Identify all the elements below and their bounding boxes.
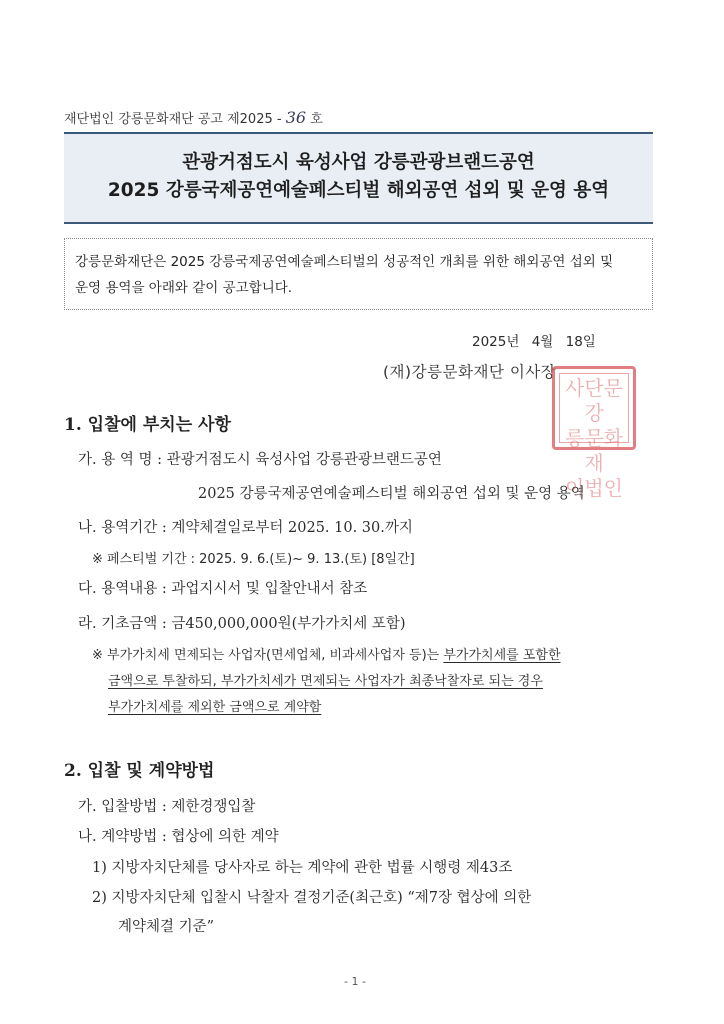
amount-row (78, 612, 406, 633)
legal-basis-item-2-cont: 계약체결 기준” (118, 919, 215, 935)
amount-label: 라. 기초금액 : (78, 616, 167, 632)
period-value: 계약체결일로부터 2025. 10. 30.까지 (171, 520, 413, 536)
period-row (78, 516, 413, 537)
section-2-heading: 2. 입찰 및 계약방법 (64, 761, 215, 781)
bid-method-row (78, 795, 255, 816)
legal-basis-item-1: 1) 지방자치단체를 당사자로 하는 계약에 관한 법률 시행령 제43조 (92, 860, 513, 876)
title-box (64, 132, 653, 224)
intro-line-2: 운영 용역을 아래와 같이 공고합니다. (75, 280, 293, 296)
period-label: 나. 용역기간 : (78, 520, 167, 536)
vat-note-line-2: 금액으로 투찰하되, 부가가치세가 면제되는 사업자가 최종낙찰자로 되는 경우 (108, 674, 543, 689)
section-1-heading: 1. 입찰에 부치는 사항 (64, 415, 231, 435)
contract-method-label: 나. 계약방법 : (78, 829, 167, 845)
seal-row-3: 이법인 (565, 476, 623, 500)
service-name-value: 관광거점도시 육성사업 강릉관광브랜드공연 (166, 452, 442, 468)
notice-prefix: 재단법인 강릉문화재단 공고 제2025 - (64, 112, 282, 127)
vat-note-line-3: 부가가치세를 제외한 금액으로 계약함 (108, 700, 322, 715)
bid-method-value: 제한경쟁입찰 (171, 799, 256, 815)
seal-row-2: 릉문화재 (565, 426, 623, 475)
service-name-line-2: 2025 강릉국제공연예술페스티벌 해외공연 섭외 및 운영 용역 (198, 486, 585, 502)
notice-date: 2025년 4월 18일 (472, 334, 596, 350)
vat-note-line-1 (92, 644, 561, 663)
bid-method-label: 가. 입찰방법 : (78, 799, 167, 815)
official-seal-stamp (552, 366, 636, 500)
contract-method-value: 협상에 의한 계약 (171, 829, 279, 845)
content-label: 다. 용역내용 : (78, 581, 167, 597)
intro-box (64, 238, 653, 310)
intro-line-1: 강릉문화재단은 2025 강릉국제공연예술페스티벌의 성공적인 개최를 위한 해외공연 섭외 및 (75, 254, 614, 270)
festival-period-note: ※ 페스티벌 기간 : 2025. 9. 6.(토)~ 9. 13.(토) [8일간] (92, 552, 415, 567)
vat-note-underlined: 부가가치세를 포함한 (443, 648, 561, 663)
title-line-2: 2025 강릉국제공연예술페스티벌 해외공연 섭외 및 운영 용역 (107, 180, 610, 201)
service-name-label: 가. 용 역 명 : (78, 452, 162, 468)
seal-row-1: 사단문강 (565, 376, 623, 425)
notice-handwritten-number: 36 (285, 108, 307, 127)
issuer-name: (재)강릉문화재단 이사장 (383, 363, 557, 381)
amount-value: 금450,000,000원(부가가치세 포함) (171, 616, 406, 632)
vat-note-text: ※ 부가가치세 면제되는 사업자(면세업체, 비과세사업자 등)는 (92, 648, 444, 663)
contract-method-row (78, 825, 279, 846)
content-row (78, 577, 367, 598)
page-number: - 1 - (344, 975, 366, 988)
title-line-1: 관광거점도시 육성사업 강릉관광브랜드공연 (182, 152, 535, 173)
notice-suffix: 호 (310, 112, 323, 127)
content-value: 과업지시서 및 입찰안내서 참조 (171, 581, 368, 597)
notice-number (64, 108, 323, 127)
legal-basis-item-2: 2) 지방자치단체 입찰시 낙찰자 결정기준(최근호) “제7장 협상에 의한 (92, 890, 532, 906)
service-name-row (78, 448, 442, 469)
